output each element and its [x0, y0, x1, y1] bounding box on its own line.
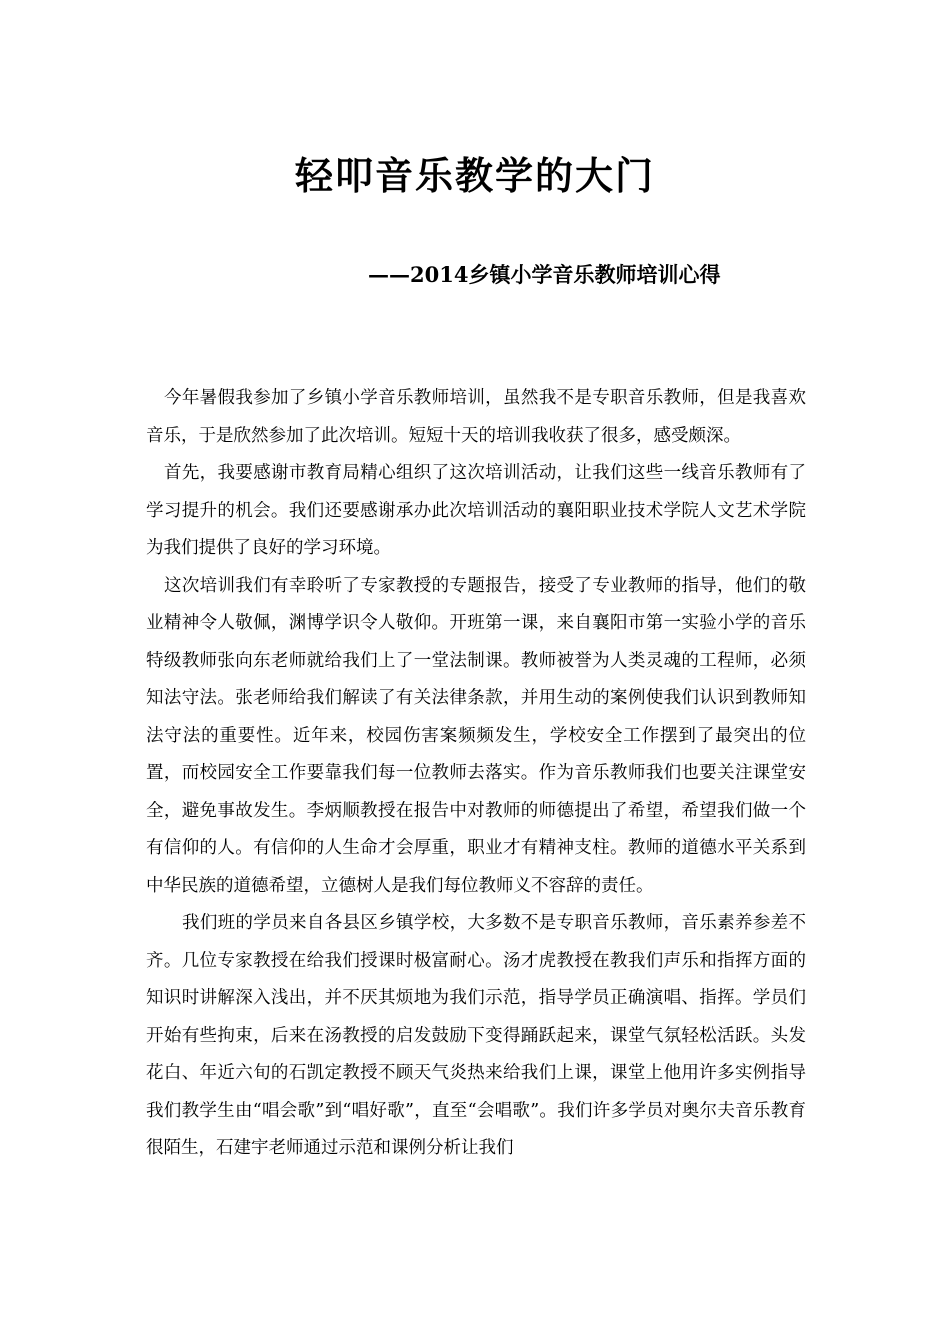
paragraph-3: 这次培训我们有幸聆听了专家教授的专题报告，接受了专业教师的指导，他们的敬业精神令人敬佩，渊博学识令人敬仰。开班第一课，来自襄阳市第一实验小学的音乐特级教师张向东老师就给我们上了一堂法制课。教师被誉为人类灵魂的工程师，必须知法守法。张老师给我们解读了有关法律条款，并用生动的案例使我们认识到教师知法守法的重要性。近年来，校园伤害案频频发生，学校安全工作摆到了最突出的位置，而校园安全工作要靠我们每一位教师去落实。作为音乐教师我们也要关注课堂安全，避免事故发生。李炳顺教授在报告中对教师的师德提出了希望，希望我们做一个有信仰的人。有信仰的人生命才会厚重，职业才有精神支柱。教师的道德水平关系到中华民族的道德希望，立德树人是我们每位教师义不容辞的责任。	[146, 575, 806, 896]
document-title: 轻叩音乐教学的大门	[294, 153, 655, 198]
document-body	[146, 380, 806, 1168]
paragraph-2: 首先，我要感谢市教育局精心组织了这次培训活动，让我们这些一线音乐教师有了学习提升的机会。我们还要感谢承办此次培训活动的襄阳职业技术学院人文艺术学院为我们提供了良好的学习环境。	[146, 463, 806, 558]
document-subtitle: ——2014乡镇小学音乐教师培训心得	[368, 262, 721, 287]
paragraph-1: 今年暑假我参加了乡镇小学音乐教师培训，虽然我不是专职音乐教师，但是我喜欢音乐，于是欣然参加了此次培训。短短十天的培训我收获了很多，感受颇深。	[146, 388, 806, 446]
paragraph-4: 我们班的学员来自各县区乡镇学校，大多数不是专职音乐教师，音乐素养参差不齐。几位专家教授在给我们授课时极富耐心。汤才虎教授在教我们声乐和指挥方面的知识时讲解深入浅出，并不厌其烦地为我们示范，指导学员正确演唱、指挥。学员们开始有些拘束，后来在汤教授的启发鼓励下变得踊跃起来，课堂气氛轻松活跃。头发花白、年近六旬的石凯定教授不顾天气炎热来给我们上课，课堂上他用许多实例指导我们教学生由“唱会歌”到“唱好歌”，直至“会唱歌”。我们许多学员对奥尔夫音乐教育很陌生，石建宇老师通过示范和课例分析让我们	[146, 913, 806, 1158]
